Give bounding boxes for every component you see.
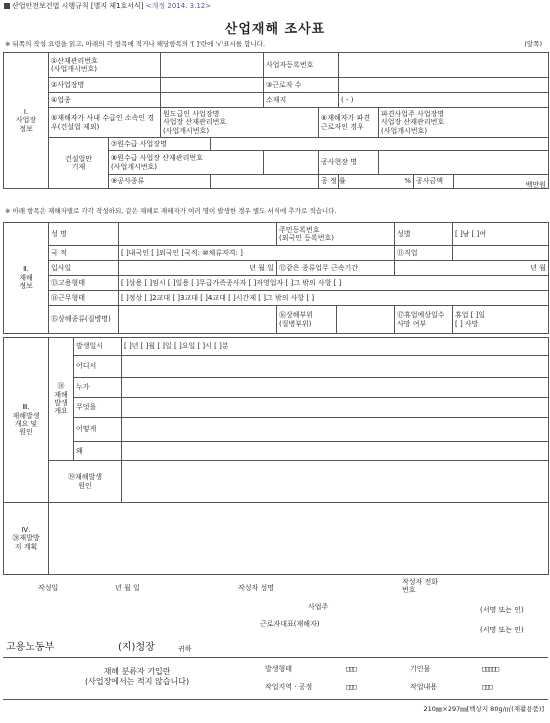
input-f4[interactable] — [161, 93, 264, 108]
divider — [3, 657, 548, 658]
form-header — [4, 2, 211, 10]
input-f16[interactable] — [337, 306, 395, 334]
label-f6: ⑥재해자가 파견근로자인 경우 — [319, 108, 379, 138]
input-f3[interactable] — [339, 78, 549, 93]
label-why: 왜 — [74, 442, 122, 461]
input-f14[interactable]: [ ]정상 [ ]2교대 [ ]3교대 [ ]4교대 [ ]시간제 [ ]그 밖의 사항 [ ] — [119, 291, 549, 306]
label-where: 어디서 — [74, 356, 122, 378]
label-hire: 입사일 — [49, 261, 119, 276]
section1-label: Ⅰ. 사업장 정보 — [4, 53, 49, 189]
label-work: 작업내용 — [410, 683, 438, 691]
label-f5: ⑤재해자가 사내 수급인 소속인 경우(건설업 제외) — [49, 108, 161, 138]
input-why[interactable] — [122, 442, 549, 461]
label-f13: ⑬고용형태 — [49, 276, 119, 291]
label-dispatch-name: 파견사업주 사업장명 — [381, 109, 445, 118]
label-f17-death — [395, 306, 453, 334]
label-site: 공사현장 명 — [319, 151, 379, 175]
input-occur-form[interactable]: □□□ — [346, 665, 356, 673]
input-biz-reg[interactable] — [339, 53, 549, 78]
label-f3: ③근로자 수 — [264, 78, 339, 93]
input-how[interactable] — [122, 418, 549, 442]
input-cause-obj[interactable]: □□□□□ — [482, 665, 499, 673]
label-employer: 사업주 — [308, 603, 329, 611]
dispatch-employer — [379, 108, 549, 138]
label-writer-phone: 작성자 전화 번호 — [402, 578, 439, 595]
label-f1: ①산재관리번호 (사업개시번호) — [49, 53, 161, 78]
input-who[interactable] — [122, 378, 549, 398]
label-occur-form: 발생형태 — [265, 665, 293, 673]
label-region: 작업지역 · 공정 — [265, 683, 313, 691]
input-f19[interactable] — [122, 461, 549, 503]
label-biz-reg: 사업자등록번호 — [264, 53, 339, 78]
section2-label: Ⅱ. 재해 정보 — [4, 223, 49, 334]
label-prime-no: 사업장 산재관리번호 (사업개시번호) — [163, 118, 227, 135]
label-office-chief: (지)청장 — [118, 642, 155, 653]
input-f11[interactable] — [453, 246, 549, 261]
law-reference: 산업안전보건법 시행규칙 [별지 제1호서식] — [12, 2, 144, 10]
label-who: 누가 — [74, 378, 122, 398]
label-when: 발생일시 — [74, 338, 122, 356]
label-dispatch-no: 사업장 산재관리번호 (사업개시번호) — [381, 118, 445, 135]
label-f2: ②사업장명 — [49, 78, 161, 93]
section3-table — [3, 337, 549, 575]
label-f15: ⑮상해종류(질병명) — [49, 306, 119, 334]
label-sex: 성별 — [395, 223, 453, 246]
paper-spec: 210㎜×297㎜[백상지 80g/㎡(재활용품)] — [423, 705, 544, 713]
label-classification: 재해 분류자 기입란 (사업장에서는 적지 않습니다) — [85, 667, 190, 686]
input-f8[interactable] — [264, 151, 319, 175]
input-when[interactable]: [ ]년 [ ]월 [ ]일 [ ]요일 [ ]시 [ ]분 — [122, 338, 549, 356]
label-date: 작성일 — [38, 584, 59, 592]
input-name[interactable] — [119, 223, 277, 246]
label-f18: ⑱ 재해 발생 개요 — [49, 338, 74, 461]
label-amount: 공사금액 — [414, 175, 454, 189]
input-tenure[interactable]: 년 월 — [395, 261, 549, 276]
label-construction: 건설업만 기재 — [49, 138, 109, 189]
sign-employer: (서명 또는 인) — [480, 606, 524, 614]
input-f1[interactable] — [161, 53, 264, 78]
input-nation[interactable]: [ ]내국인 [ ]외국인 [국적: ⑩체류자격: ] — [119, 246, 395, 261]
label-f4: ④업종 — [49, 93, 161, 108]
input-f13[interactable]: [ ]상용 [ ]임시 [ ]일용 [ ]무급가족종사자 [ ]자영업자 [ ]그 밖의 사항 [ ] — [119, 276, 549, 291]
label-prime-name: 원도급인 사업장명 — [163, 109, 220, 118]
input-amount[interactable] — [454, 175, 549, 189]
input-addr[interactable]: ( - ) — [339, 93, 549, 108]
label-f8: ⑧원수급 사업장 산재관리번호 (사업개시번호) — [109, 151, 264, 175]
input-f9[interactable] — [211, 175, 319, 189]
input-f20[interactable] — [49, 503, 549, 575]
page-side: (앞쪽) — [524, 40, 542, 48]
input-sex[interactable]: [ ]남 [ ]여 — [453, 223, 549, 246]
input-f17-death[interactable] — [453, 306, 549, 334]
section3-label: Ⅲ. 재해발생 개요 및 원인 — [4, 338, 49, 503]
input-work[interactable]: □□□ — [482, 683, 492, 691]
label-cause-obj: 기인물 — [410, 665, 431, 673]
label-writer: 작성자 성명 — [238, 584, 275, 592]
input-f2[interactable] — [161, 78, 264, 93]
label-to: 귀하 — [178, 645, 192, 653]
instruction-top: ※ 뒤쪽의 작성 요령을 읽고, 아래의 각 항목에 적거나 해당항목의 '[ ]'란에 '√'표시를 합니다. — [5, 40, 266, 48]
label-f14: ⑭근무형태 — [49, 291, 119, 306]
sign-worker-rep: (서명 또는 인) — [480, 626, 524, 634]
label-death: 사망 여부 — [397, 319, 427, 328]
label-f9: ⑨공사종류 — [109, 175, 211, 189]
label-what: 무엇을 — [74, 398, 122, 418]
input-f7[interactable] — [211, 138, 549, 151]
input-region[interactable]: □□□ — [346, 683, 356, 691]
label-how: 어떻게 — [74, 418, 122, 442]
label-f11: ⑪직업 — [395, 246, 453, 261]
label-nation: 국 적 — [49, 246, 119, 261]
input-progress[interactable]: % — [339, 175, 414, 189]
input-death[interactable]: [ ] 사망 — [455, 319, 479, 328]
amount-unit: 백만원 — [525, 181, 547, 190]
form-title: 산업재해 조사표 — [224, 22, 326, 37]
input-hire[interactable]: 년 월 일 — [119, 261, 277, 276]
input-f15[interactable] — [119, 306, 277, 334]
label-rrn: 주민등록번호 (외국인 등록번호) — [277, 223, 395, 246]
label-f19: ⑲재해발생 원인 — [49, 461, 122, 503]
input-where[interactable] — [122, 356, 549, 378]
label-f12: ⑫같은 종류업무 근속기간 — [277, 261, 395, 276]
divider-bottom — [3, 699, 548, 700]
input-what[interactable] — [122, 398, 549, 418]
label-name: 성 명 — [49, 223, 119, 246]
input-date[interactable]: 년 월 일 — [115, 584, 140, 592]
label-progress: 공 정 률 — [319, 175, 339, 189]
header-square-icon — [4, 3, 10, 9]
label-f7: ⑦원수급 사업장명 — [109, 138, 211, 151]
label-worker-rep: 근로자대표(재해자) — [260, 620, 320, 628]
input-f17[interactable]: 휴업 [ ]일 — [455, 311, 486, 320]
instruction-middle: ※ 아래 항목은 재해자별로 각각 작성하되, 같은 재해로 재해자가 여러 명이 발생한 경우 별도 서식에 추가로 적습니다. — [5, 207, 337, 215]
label-f17: ⑰휴업예상일수 — [397, 311, 445, 320]
label-office: 고용노동부 — [6, 642, 55, 653]
section1-table — [3, 52, 549, 189]
revision-date: <개정 2014. 3.12> — [145, 2, 212, 10]
prime-contractor — [161, 108, 319, 138]
label-f16: ⑯상해부위 (질병부위) — [277, 306, 337, 334]
section2-table — [3, 222, 549, 334]
label-addr: 소재지 — [264, 93, 339, 108]
input-site[interactable] — [379, 151, 549, 175]
section4-label: Ⅳ. ⑳재발방 지 계획 — [4, 503, 49, 575]
